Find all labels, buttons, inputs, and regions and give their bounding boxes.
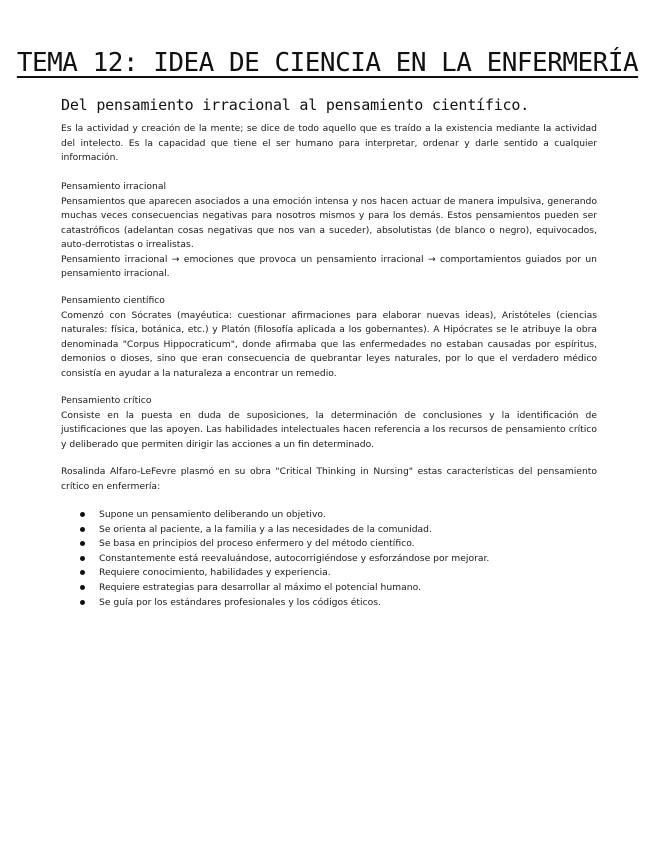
- page-title: TEMA 12: IDEA DE CIENCIA EN LA ENFERMERÍA: [16, 48, 639, 78]
- scientific-heading: Pensamiento científico: [61, 295, 165, 306]
- list-item: Supone un pensamiento deliberando un objetivo.: [80, 508, 580, 523]
- characteristics-list: [80, 508, 580, 610]
- irrational-heading: Pensamiento irracional: [61, 181, 167, 192]
- scientific-paragraph: Comenzó con Sócrates (mayéutica: cuestionar afirmaciones para elaborar nuevas ideas), Aristóteles (ciencias naturales: física, botánica, etc.) y Platón (filosofía aplicada a los gobernantes). A Hipócrates se le atribuye la obra denominada "Corpus Hippocraticum", donde afirmaba que las enfermedades no estaban causadas por espíritus, demonios o dioses, sino que eran consecuencia de quebrantar leyes naturales, por lo que el verdadero médico consistía en ayudar a la naturaleza a encontrar un remedio.: [61, 309, 597, 379]
- intro-paragraph: Es la actividad y creación de la mente; se dice de todo aquello que es traído a la existencia mediante la actividad del intelecto. Es la capacidad que tiene el ser humano para interpretar, ordenar y darle sentido a cualquier información.: [61, 123, 597, 163]
- irrational-flow: Pensamiento irracional → emociones que provoca un pensamiento irracional → comportamientos guiados por un pensamiento irracional.: [61, 253, 597, 279]
- critical-section: [61, 394, 597, 452]
- alfaro-paragraph: Rosalinda Alfaro-LeFevre plasmó en su obra "Critical Thinking in Nursing" estas características del pensamiento crítico en enfermería:: [61, 466, 597, 492]
- irrational-paragraph: Pensamientos que aparecen asociados a una emoción intensa y nos hacen actuar de manera impulsiva, generando muchas veces consecuencias negativas para nosotros mismos y para los demás. Estos pensamientos pueden ser catastróficos (adelantan cosas negativas que nos van a suceder), absolutistas (de blanco o negro), equivocados, auto-derrotistas o irrealistas.: [61, 195, 597, 250]
- list-item: Se orienta al paciente, a la familia y a las necesidades de la comunidad.: [80, 523, 580, 538]
- list-item: Se basa en principios del proceso enfermero y del método científico.: [80, 537, 580, 552]
- bullet-icon: [80, 512, 85, 517]
- list-item: Se guía por los estándares profesionales y los códigos éticos.: [80, 596, 580, 611]
- critical-paragraph: Consiste en la puesta en duda de suposiciones, la determinación de conclusiones y la identificación de justificaciones que las apoyen. Las habilidades intelectuales hacen referencia a los recursos de pensamiento crítico y deliberado que permiten dirigir las acciones a un fin determinado.: [61, 409, 597, 450]
- bullet-icon: [80, 527, 85, 532]
- irrational-section: [61, 180, 597, 282]
- bullet-icon: [80, 600, 85, 605]
- intro-block: [61, 122, 597, 166]
- bullet-icon: [80, 570, 85, 575]
- section-subtitle: Del pensamiento irracional al pensamiento científico.: [61, 96, 530, 114]
- critical-heading: Pensamiento crítico: [61, 395, 152, 406]
- list-item: Requiere conocimiento, habilidades y experiencia.: [80, 566, 580, 581]
- alfaro-block: [61, 465, 597, 494]
- list-item: Requiere estrategias para desarrollar al máximo el potencial humano.: [80, 581, 580, 596]
- bullet-icon: [80, 541, 85, 546]
- bullet-icon: [80, 556, 85, 561]
- bullet-icon: [80, 585, 85, 590]
- scientific-section: [61, 294, 597, 381]
- list-item: Constantemente está reevaluándose, autocorrigiéndose y esforzándose por mejorar.: [80, 552, 580, 567]
